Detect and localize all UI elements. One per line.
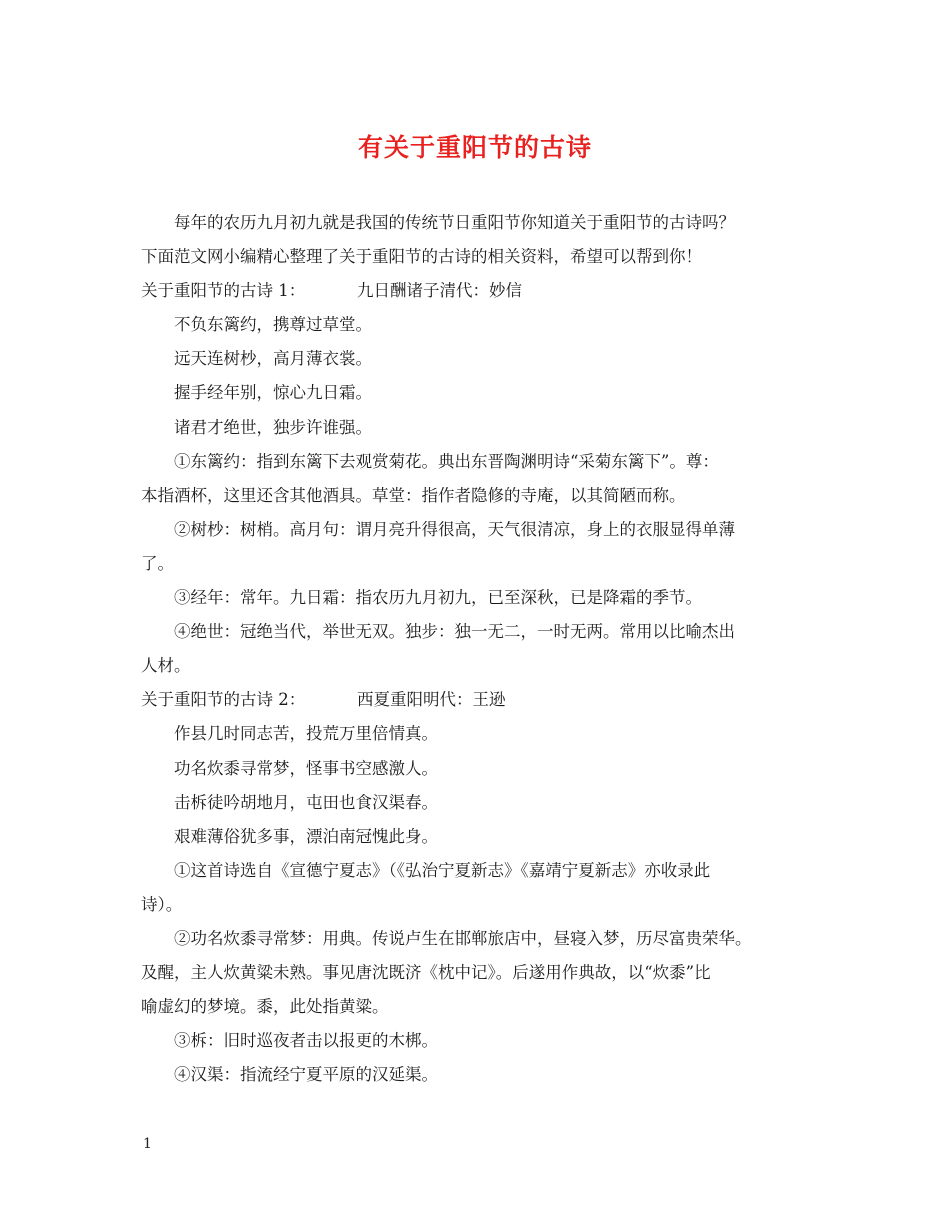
note-line: ②功名炊黍寻常梦：用典。传说卢生在邯郸旅店中，昼寝入梦，历尽富贵荣华。 xyxy=(174,928,752,948)
note-line: ①这首诗选自《宣德宁夏志》（《弘治宁夏新志》《嘉靖宁夏新志》亦收录此 xyxy=(174,860,711,880)
poem-line: 作县几时同志苦，投荒万里倍情真。 xyxy=(174,724,438,744)
intro-line: 下面范文网小编精心整理了关于重阳节的古诗的相关资料，希望可以帮到你！ xyxy=(141,247,702,267)
note-line: 了。 xyxy=(141,553,174,573)
poem-line: 功名炊黍寻常梦，怪事书空感激人。 xyxy=(174,758,438,778)
intro-line: 每年的农历九月初九就是我国的传统节日重阳节你知道关于重阳节的古诗吗？ xyxy=(174,213,735,232)
document-body xyxy=(141,206,841,1092)
page-number: 1 xyxy=(143,1136,152,1152)
note-line: ③经年：常年。九日霜：指农历九月初九，已至深秋，已是降霜的季节。 xyxy=(174,588,702,608)
note-line: ②树杪：树梢。高月句：谓月亮升得很高，天气很清凉，身上的衣服显得单薄 xyxy=(174,519,735,539)
note-line: ①东篱约：指到东篱下去观赏菊花。典出东晋陶渊明诗“采菊东篱下”。尊： xyxy=(174,451,719,471)
poem-subtitle: 九日酬诸子清代：妙信 xyxy=(357,281,522,301)
poem-line: 远天连树杪，高月薄衣裳。 xyxy=(174,349,372,369)
note-line: 人材。 xyxy=(141,656,191,676)
note-line: 喻虚幻的梦境。黍，此处指黄粱。 xyxy=(141,997,389,1017)
poem-line: 击柝徒吟胡地月，屯田也食汉渠春。 xyxy=(174,792,438,812)
poem-line: 诸君才绝世，独步许谁强。 xyxy=(174,417,372,437)
poem-heading xyxy=(141,683,841,717)
note-line: ④绝世：冠绝当代，举世无双。独步：独一无二，一时无两。常用以比喻杰出 xyxy=(174,622,735,642)
poem-number: 关于重阳节的古诗 1： xyxy=(141,281,306,301)
note-line: 本指酒杯，这里还含其他酒具。草堂：指作者隐修的寺庵，以其简陋而称。 xyxy=(141,485,686,505)
note-line: 及醒，主人炊黄粱未熟。事见唐沈既济《枕中记》。后遂用作典故，以“炊黍”比 xyxy=(141,963,711,983)
poem-line: 不负东篱约，携尊过草堂。 xyxy=(174,315,372,335)
poem-line: 握手经年别，惊心九日霜。 xyxy=(174,383,372,403)
poem-heading xyxy=(141,274,841,308)
page-title: 有关于重阳节的古诗 xyxy=(357,133,592,162)
poem-number: 关于重阳节的古诗 2： xyxy=(141,690,306,710)
poem-subtitle: 西夏重阳明代：王逊 xyxy=(357,690,506,710)
poem-line: 艰难薄俗犹多事，漂泊南冠愧此身。 xyxy=(174,826,438,846)
note-line: ④汉渠：指流经宁夏平原的汉延渠。 xyxy=(174,1065,438,1085)
note-line: 诗）。 xyxy=(141,894,183,914)
note-line: ③柝：旧时巡夜者击以报更的木梆。 xyxy=(174,1031,438,1051)
